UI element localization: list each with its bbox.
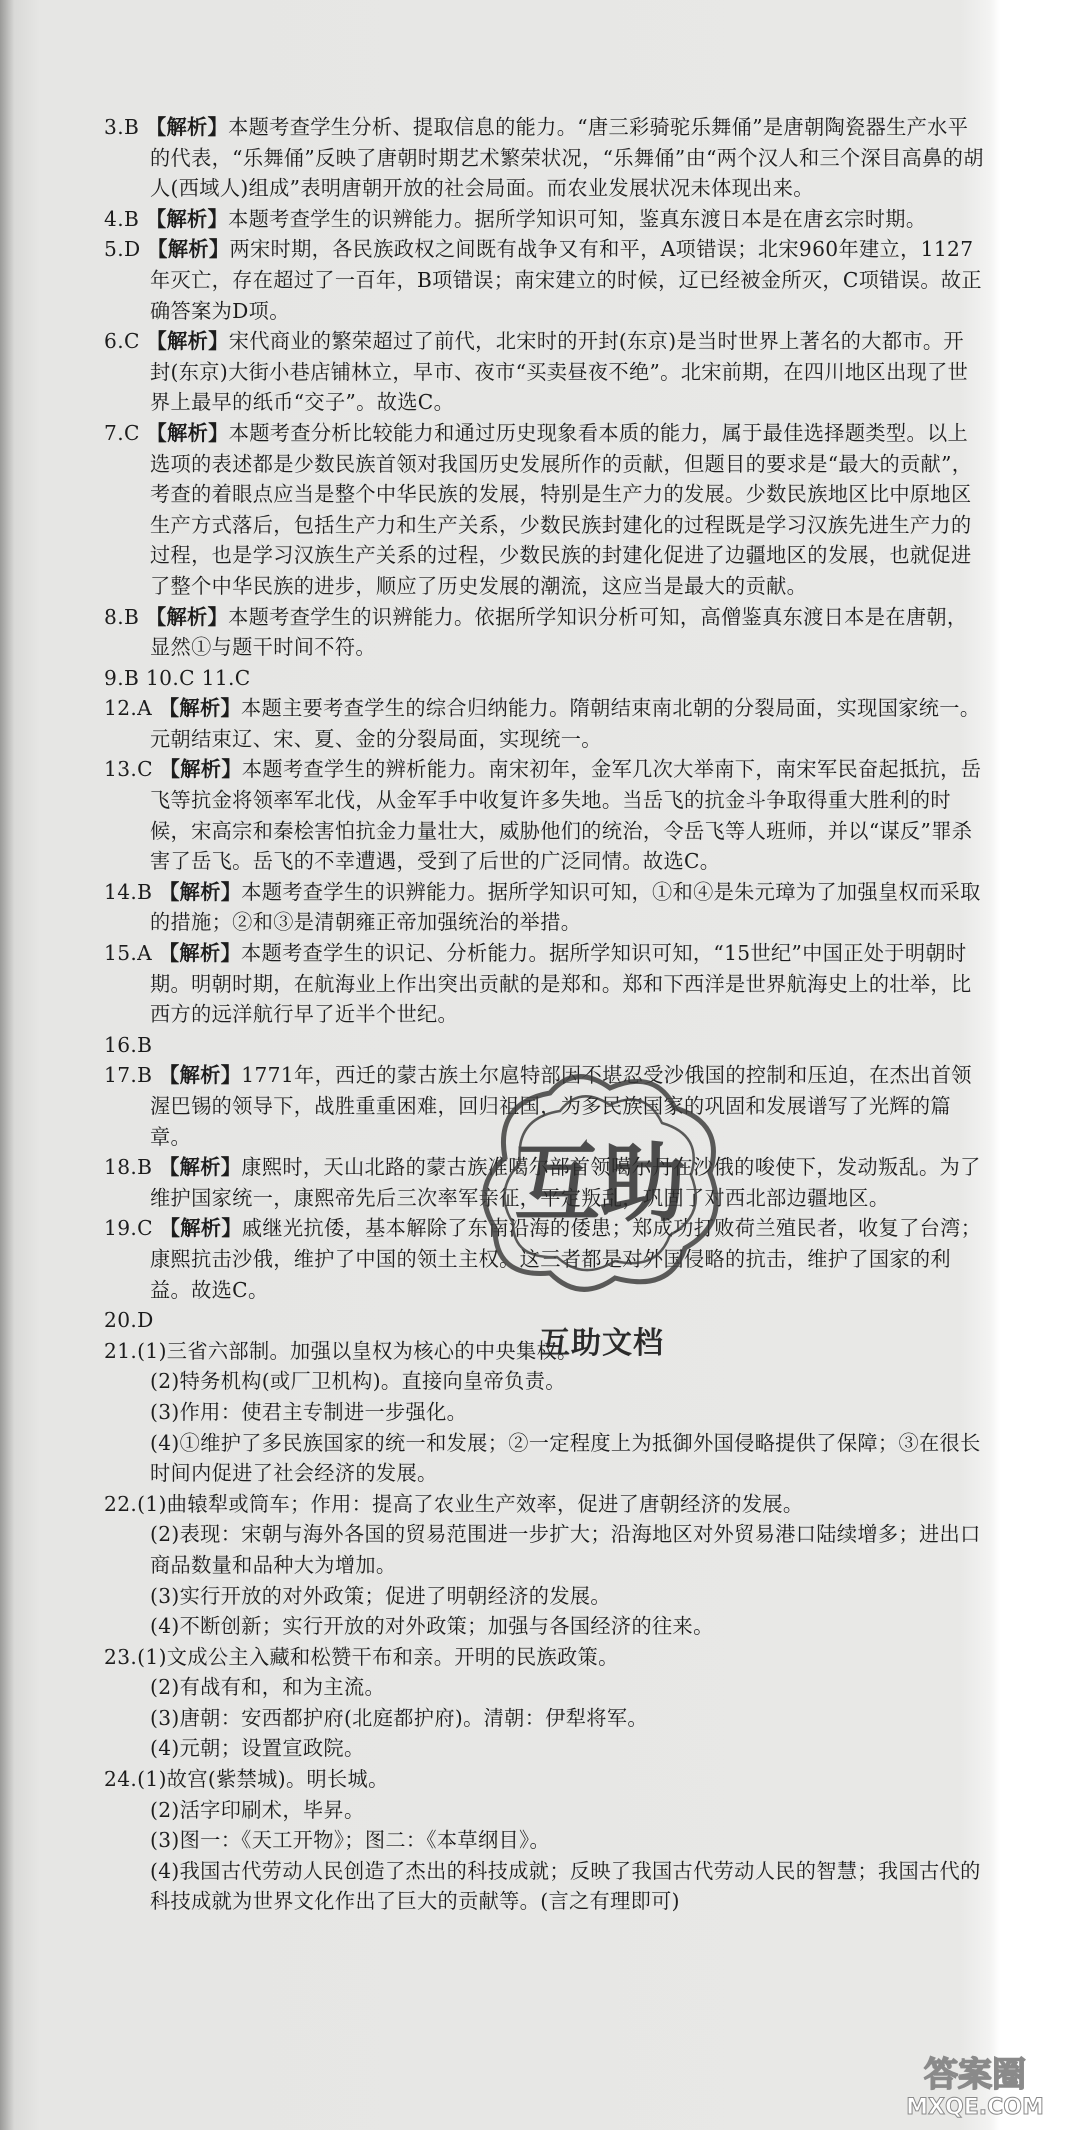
short-answer-line bbox=[104, 1611, 984, 1642]
short-answer-text: (3)作用：使君主专制进一步强化。 bbox=[150, 1399, 468, 1424]
stamp-chars: 互助 bbox=[514, 1134, 686, 1234]
analysis-tag: 【解析】 bbox=[159, 879, 242, 904]
answer-item bbox=[104, 418, 984, 602]
answer-choice: D bbox=[137, 1308, 154, 1333]
analysis-tag: 【解析】 bbox=[159, 1216, 242, 1241]
short-answer-text: (4)①维护了多民族国家的统一和发展；②一定程度上为抵御外国侵略提供了保障；③在很长时间内促进了社会经济的发展。 bbox=[150, 1430, 981, 1486]
analysis-text: 1771年，西迁的蒙古族土尔扈特部因不堪忍受沙俄国的控制和压迫，在杰出首领渥巴锡的领导下，战胜重重困难，回归祖国，为多民族国家的巩固和发展谱写了光辉的篇章。 bbox=[150, 1063, 972, 1149]
short-answer-number: 22. bbox=[104, 1491, 138, 1516]
answer-number: 20. bbox=[104, 1308, 138, 1333]
answer-number: 18. bbox=[104, 1155, 138, 1180]
short-answer-text: (4)我国古代劳动人民创造了杰出的科技成就；反映了我国古代劳动人民的智慧；我国古代的科技成就为世界文化作出了巨大的贡献等。(言之有理即可) bbox=[150, 1858, 981, 1914]
short-answer-number: 23. bbox=[104, 1644, 138, 1669]
watermark-logo bbox=[880, 2050, 1070, 2120]
short-answer-text: (4)不断创新；实行开放的对外政策；加强与各国经济的往来。 bbox=[150, 1614, 714, 1639]
answer-item bbox=[104, 938, 984, 1030]
answer-item bbox=[104, 602, 984, 663]
analysis-text: 本题主要考查学生的综合归纳能力。隋朝结束南北朝的分裂局面，实现国家统一。元朝结束辽、宋、夏、金的分裂局面，实现统一。 bbox=[150, 696, 981, 751]
short-answer-line bbox=[104, 1795, 984, 1826]
analysis-tag: 【解析】 bbox=[159, 1155, 242, 1180]
stamp-seal bbox=[465, 1063, 735, 1298]
analysis-tag: 【解析】 bbox=[146, 420, 229, 445]
short-answer-text: (3)实行开放的对外政策；促进了明朝经济的发展。 bbox=[150, 1583, 611, 1608]
answer-item bbox=[104, 204, 984, 235]
analysis-tag: 【解析】 bbox=[159, 1063, 242, 1088]
answer-choice: B bbox=[123, 115, 140, 139]
analysis-text: 戚继光抗倭，基本解除了东南沿海的倭患；郑成功打败荷兰殖民者，收复了台湾；康熙抗击沙俄，维护了中国的领土主权。这三者都是对外国侵略的抗击，维护了国家的利益。故选C。 bbox=[150, 1216, 982, 1302]
answer-choice: C bbox=[137, 1216, 153, 1241]
analysis-tag: 【解析】 bbox=[158, 941, 242, 966]
short-answer-number: 24. bbox=[104, 1767, 138, 1792]
short-answer-text: (1)文成公主入藏和松赞干布和亲。开明的民族政策。 bbox=[137, 1644, 619, 1669]
short-answer-text: (1)故宫(紫禁城)。明长城。 bbox=[137, 1767, 389, 1792]
short-answer-line bbox=[104, 1581, 984, 1612]
analysis-tag: 【解析】 bbox=[147, 237, 230, 262]
answer-choice: B bbox=[137, 879, 153, 904]
answer-item bbox=[104, 693, 984, 754]
analysis-text: 本题考查学生的辨析能力。南宋初年，金军几次大举南下，南宋军民奋起抵抗，岳飞等抗金将领率军北伐，从金军手中收复许多失地。当岳飞的抗金斗争取得重大胜利的时候，宋高宗和秦桧害怕抗金力量壮大，威胁他们的统治，令岳飞等人班师，并以“谋反”罪杀害了岳飞。岳飞的不幸遭遇，受到了后世的广泛同情。故选C。 bbox=[150, 757, 982, 874]
answer-item bbox=[104, 234, 984, 326]
answer-choice: B bbox=[123, 665, 140, 690]
analysis-text: 宋代商业的繁荣超过了前代，北宋时的开封(东京)是当时世界上著名的大都市。开封(东京)大街小巷店铺林立，早市、夜市“买卖昼夜不绝”。北宋前期，在四川地区出现了世界上最早的纸币“交子”。故选C。 bbox=[150, 329, 969, 415]
answer-choice: C bbox=[123, 329, 140, 354]
short-answer-line bbox=[104, 1397, 984, 1428]
answer-number: 16. bbox=[104, 1032, 138, 1057]
analysis-tag: 【解析】 bbox=[145, 206, 229, 231]
analysis-tag: 【解析】 bbox=[159, 757, 242, 782]
short-answer-line bbox=[104, 1703, 984, 1734]
answer-item bbox=[104, 877, 984, 938]
analysis-tag: 【解析】 bbox=[146, 329, 229, 354]
answer-item bbox=[104, 112, 984, 204]
stamp-caption: 互助文档 bbox=[540, 1326, 664, 1361]
short-answer-line bbox=[104, 1672, 984, 1703]
answer-number: 14. bbox=[104, 879, 138, 904]
answer-number: 7. bbox=[104, 420, 124, 445]
analysis-text: 本题考查学生分析、提取信息的能力。“唐三彩骑驼乐舞俑”是唐朝陶瓷器生产水平的代表，“乐舞俑”反映了唐朝时期艺术繁荣状况，“乐舞俑”由“两个汉人和三个深目高鼻的胡人(西域人)组成”表明唐朝开放的社会局面。而农业发展状况未体现出来。 bbox=[150, 115, 984, 201]
answer-item bbox=[104, 326, 984, 418]
analysis-text: 本题考查学生的识辨能力。据所学知识可知，鉴真东渡日本是在唐玄宗时期。 bbox=[228, 206, 927, 231]
analysis-text: 本题考查学生的识辨能力。据所学知识可知，①和④是朱元璋为了加强皇权而采取的措施；②和③是清朝雍正帝加强统治的举措。 bbox=[150, 879, 981, 935]
answer-choice: B bbox=[137, 1032, 153, 1057]
short-answer-text: (2)表现：宋朝与海外各国的贸易范围进一步扩大；沿海地区对外贸易港口陆续增多；进出口商品数量和品种大为增加。 bbox=[150, 1522, 981, 1577]
short-answer-line bbox=[104, 1825, 984, 1856]
answer-choice: A bbox=[137, 941, 153, 966]
watermark-url: MXQE.COM bbox=[906, 2095, 1044, 2120]
short-answer-text: (4)元朝；设置宣政院。 bbox=[150, 1736, 365, 1761]
answer-item bbox=[104, 754, 984, 876]
short-answer-line bbox=[104, 1489, 984, 1520]
scan-edge-shadow bbox=[0, 0, 14, 2130]
answer-number: 12. bbox=[104, 696, 138, 721]
short-answer-line bbox=[104, 1642, 984, 1673]
answer-item bbox=[104, 663, 984, 694]
answer-choice: B bbox=[123, 604, 140, 629]
answer-choice: C bbox=[123, 420, 140, 445]
answer-number: 6. bbox=[104, 329, 124, 354]
answer-choice: B bbox=[137, 1063, 153, 1088]
short-answer-text: (1)曲辕犁或筒车；作用：提高了农业生产效率，促进了唐朝经济的发展。 bbox=[137, 1491, 804, 1516]
short-answer-text: (3)唐朝：安西都护府(北庭都护府)。清朝：伊犁将军。 bbox=[150, 1705, 648, 1730]
answer-number: 15. bbox=[104, 941, 138, 966]
short-answer-line bbox=[104, 1856, 984, 1917]
short-answer-text: (1)三省六部制。加强以皇权为核心的中央集权。 bbox=[137, 1338, 578, 1363]
analysis-tag: 【解析】 bbox=[145, 115, 229, 139]
analysis-text: 本题考查分析比较能力和通过历史现象看本质的能力，属于最佳选择题类型。以上选项的表述都是少数民族首领对我国历史发展所作的贡献，但题目的要求是“最大的贡献”，考查的着眼点应当是整个中华民族的发展，特别是生产力的发展。少数民族地区比中原地区生产方式落后，包括生产力和生产关系，少数民族封建化的过程既是学习汉族先进生产力的过程，也是学习汉族生产关系的过程，少数民族的封建化促进了边疆地区的发展，也就促进了整个中华民族的进步，顺应了历史发展的潮流，这应当是最大的贡献。 bbox=[150, 420, 973, 598]
answer-choice: B bbox=[137, 1155, 153, 1180]
answer-number: 9. bbox=[104, 665, 124, 690]
answer-number: 17. bbox=[104, 1063, 138, 1088]
answer-number: 8. bbox=[104, 604, 124, 629]
analysis-text: 本题考查学生的识辨能力。依据所学知识分析可知，高僧鉴真东渡日本是在唐朝，显然①与题干时间不符。 bbox=[150, 604, 968, 660]
short-answer-line bbox=[104, 1519, 984, 1580]
short-answer-text: (2)活字印刷术，毕昇。 bbox=[150, 1797, 365, 1822]
answer-choice: B bbox=[123, 206, 140, 231]
answer-item bbox=[104, 1030, 984, 1061]
answer-choice: A bbox=[137, 696, 153, 721]
answer-number: 13. bbox=[104, 757, 138, 782]
analysis-tag: 【解析】 bbox=[158, 696, 242, 721]
analysis-text: 本题考查学生的识记、分析能力。据所学知识可知，“15世纪”中国正处于明朝时期。明朝时期，在航海业上作出突出贡献的是郑和。郑和下西洋是世界航海史上的壮举，比西方的远洋航行早了近半个世纪。 bbox=[150, 941, 972, 1027]
answer-number: 3. bbox=[104, 115, 124, 139]
answer-key-content bbox=[104, 112, 984, 1917]
short-answer-line bbox=[104, 1764, 984, 1795]
analysis-tag: 【解析】 bbox=[145, 604, 229, 629]
answer-choice: C bbox=[137, 757, 153, 782]
short-answer-text: (2)特务机构(或厂卫机构)。直接向皇帝负责。 bbox=[150, 1369, 566, 1394]
answer-number: 4. bbox=[104, 206, 124, 231]
short-answer-line bbox=[104, 1733, 984, 1764]
answer-number: 19. bbox=[104, 1216, 138, 1241]
short-answer-line bbox=[104, 1428, 984, 1489]
answer-choice: D bbox=[123, 237, 141, 262]
analysis-text: 康熙时，天山北路的蒙古族准噶尔部首领噶尔丹在沙俄的唆使下，发动叛乱。为了维护国家统一，康熙帝先后三次率军亲征，平定叛乱，巩固了对西北部边疆地区。 bbox=[150, 1155, 981, 1210]
short-answer-text: (3)图一：《天工开物》；图二：《本草纲目》。 bbox=[150, 1828, 550, 1853]
watermark-text: 答案圈 bbox=[924, 2055, 1026, 2095]
analysis-text: 10.C 11.C bbox=[145, 665, 251, 690]
analysis-text: 两宋时期，各民族政权之间既有战争又有和平，A项错误；北宋960年建立，1127年灭亡，存在超过了一百年，B项错误；南宋建立的时候，辽已经被金所灭，C项错误。故正确答案为D项。 bbox=[150, 237, 982, 323]
short-answer-text: (2)有战有和，和为主流。 bbox=[150, 1675, 386, 1700]
short-answer-line bbox=[104, 1366, 984, 1397]
short-answer-number: 21. bbox=[104, 1338, 138, 1363]
answer-number: 5. bbox=[104, 237, 124, 262]
